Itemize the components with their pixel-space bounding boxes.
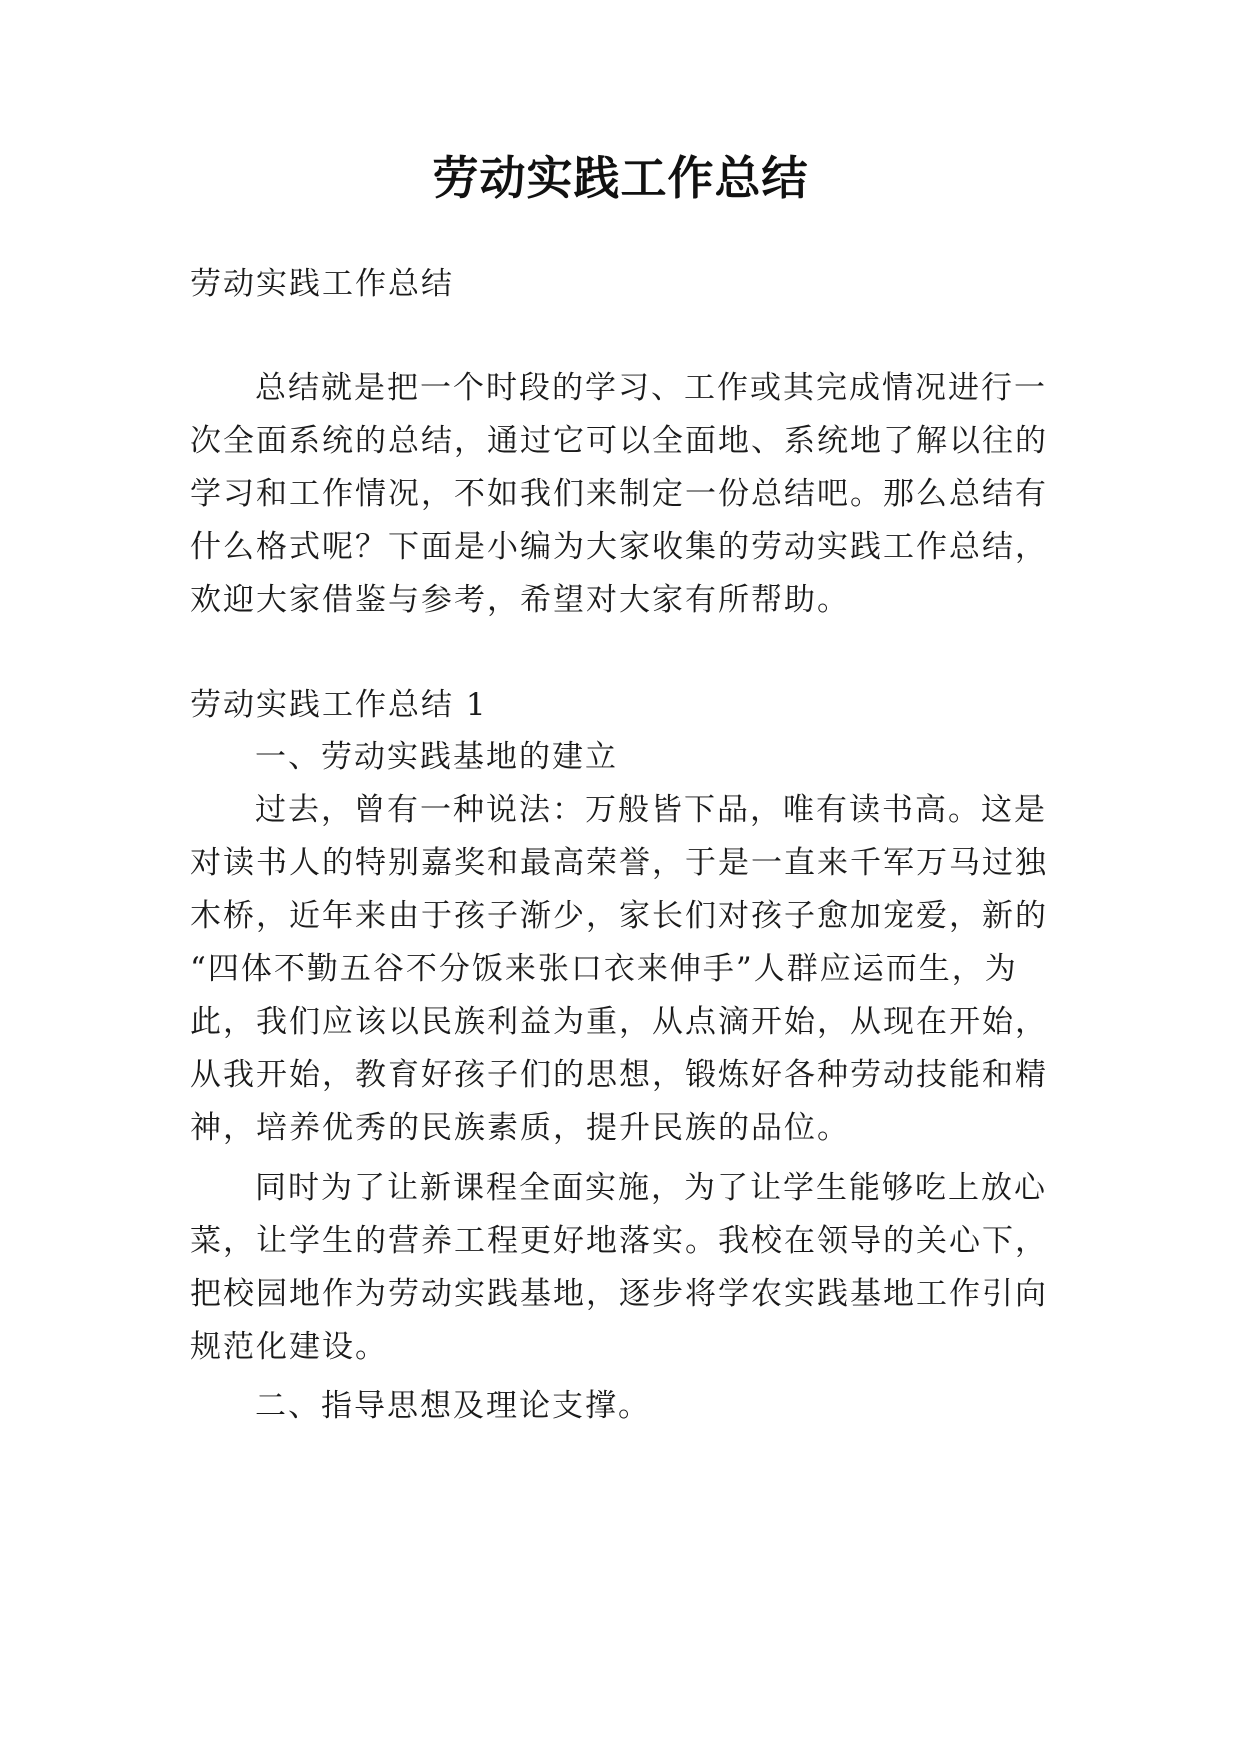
section-heading: 劳动实践工作总结 1 [190,687,488,723]
paragraph-line: 对读书人的特别嘉奖和最高荣誉，于是一直来千军万马过独 [190,845,1048,881]
paragraph-line: 从我开始，教育好孩子们的思想，锻炼好各种劳动技能和精 [190,1057,1048,1093]
item-heading: 一、劳动实践基地的建立 [255,739,618,775]
intro-line: 学习和工作情况，不如我们来制定一份总结吧。那么总结有 [190,476,1048,512]
intro-line: 次全面系统的总结，通过它可以全面地、系统地了解以往的 [190,423,1048,459]
item-heading: 二、指导思想及理论支撑。 [255,1388,651,1424]
paragraph-line: 规范化建设。 [190,1329,388,1365]
paragraph-line: 把校园地作为劳动实践基地，逐步将学农实践基地工作引向 [190,1276,1048,1312]
intro-line: 总结就是把一个时段的学习、工作或其完成情况进行一 [255,370,1047,406]
paragraph-line: 菜，让学生的营养工程更好地落实。我校在领导的关心下， [190,1223,1048,1259]
paragraph-line: 神，培养优秀的民族素质，提升民族的品位。 [190,1110,850,1146]
paragraph-line: 此，我们应该以民族利益为重，从点滴开始，从现在开始， [190,1004,1048,1040]
paragraph-line: 同时为了让新课程全面实施，为了让学生能够吃上放心 [255,1170,1047,1206]
intro-line: 欢迎大家借鉴与参考，希望对大家有所帮助。 [190,582,850,618]
paragraph-line: 木桥，近年来由于孩子渐少，家长们对孩子愈加宠爱，新的 [190,898,1048,934]
paragraph-line: 过去，曾有一种说法：万般皆下品，唯有读书高。这是 [255,792,1047,828]
intro-line: 什么格式呢？下面是小编为大家收集的劳动实践工作总结， [190,529,1048,565]
document-subtitle: 劳动实践工作总结 [190,266,454,302]
document-title: 劳动实践工作总结 [432,151,809,205]
paragraph-line: “四体不勤五谷不分饭来张口衣来伸手”人群应运而生，为 [190,951,1018,987]
